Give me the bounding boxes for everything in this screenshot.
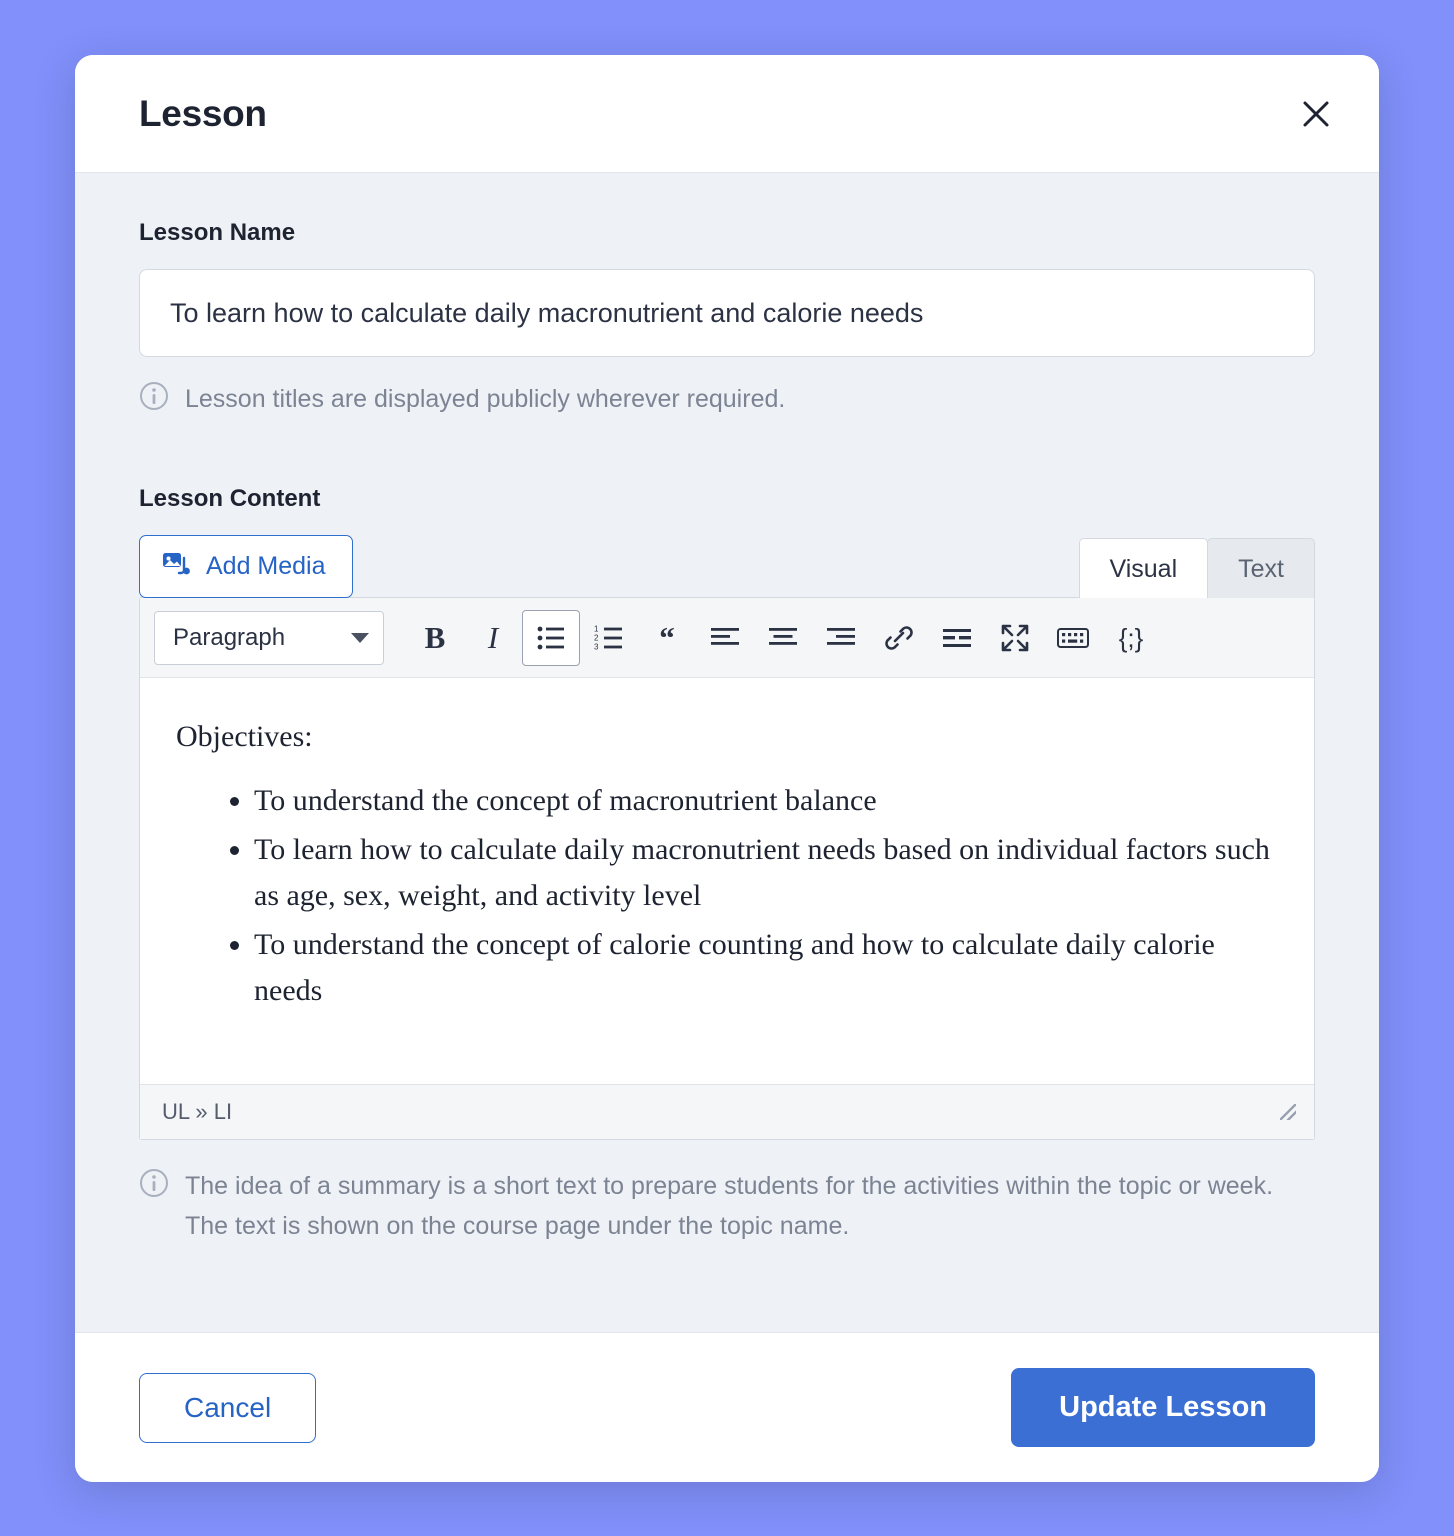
bold-button[interactable]: B	[424, 620, 446, 655]
tab-text[interactable]: Text	[1207, 538, 1315, 598]
info-icon	[139, 381, 169, 416]
lesson-name-label: Lesson Name	[139, 219, 296, 246]
info-icon	[139, 1168, 169, 1203]
tab-visual[interactable]: Visual	[1079, 538, 1209, 598]
close-icon[interactable]	[1293, 91, 1339, 137]
svg-text:1: 1	[594, 624, 599, 633]
keyboard-shortcuts-button[interactable]	[1044, 610, 1102, 666]
lesson-modal	[75, 55, 1379, 1482]
editor-mode-tabs	[1079, 538, 1316, 598]
chevron-down-icon	[351, 633, 369, 643]
lesson-name-helper	[139, 379, 1315, 419]
svg-text:2: 2	[594, 633, 599, 642]
list-item: • To understand the concept of calorie counting and how to calculate daily calorie needs	[254, 922, 1278, 1013]
editor-frame	[139, 597, 1315, 1140]
lesson-content-helper	[139, 1166, 1315, 1246]
format-select-value: Paragraph	[173, 623, 286, 651]
source-code-button[interactable]: {;}	[1118, 622, 1144, 653]
media-icon	[162, 550, 192, 583]
svg-text:3: 3	[594, 642, 599, 651]
read-more-button[interactable]	[928, 610, 986, 666]
align-right-button[interactable]	[812, 610, 870, 666]
page-title: Lesson	[139, 92, 267, 134]
modal-footer	[75, 1332, 1379, 1482]
add-media-label: Add Media	[206, 552, 326, 580]
align-center-button[interactable]	[754, 610, 812, 666]
numbered-list-button[interactable]	[580, 610, 638, 666]
italic-button[interactable]: I	[487, 620, 499, 655]
element-path: UL » LI	[162, 1099, 233, 1124]
modal-header	[75, 55, 1379, 173]
format-select[interactable]	[154, 611, 384, 665]
lesson-name-helper-text: Lesson titles are displayed publicly wherever required.	[185, 385, 786, 413]
blockquote-button[interactable]: “	[659, 620, 675, 655]
lesson-content-editor[interactable]	[140, 678, 1314, 1084]
align-left-button[interactable]	[696, 610, 754, 666]
add-media-button[interactable]	[139, 535, 353, 598]
list-item: • To understand the concept of macronutrient balance	[254, 778, 1278, 824]
modal-body	[75, 173, 1379, 1332]
editor-top-bar	[139, 535, 1315, 598]
lesson-content-section	[139, 485, 1315, 1246]
resize-handle[interactable]	[1280, 1104, 1296, 1120]
editor-intro-text: Objectives:	[176, 720, 313, 753]
bulleted-list-button[interactable]	[522, 610, 580, 666]
fullscreen-button[interactable]	[986, 610, 1044, 666]
editor-toolbar	[140, 598, 1314, 678]
insert-link-button[interactable]	[870, 610, 928, 666]
list-item: • To learn how to calculate daily macronutrient needs based on individual factors such as age, sex, weight, and activity level	[254, 827, 1278, 918]
editor-status-bar	[140, 1084, 1314, 1139]
update-lesson-button[interactable]: Update Lesson	[1011, 1368, 1315, 1447]
lesson-content-label: Lesson Content	[139, 485, 321, 512]
lesson-content-helper-text: The idea of a summary is a short text to prepare students for the activities within the topic or week. The text is shown on the course page under the topic name.	[185, 1172, 1274, 1240]
editor-bullet-list	[176, 778, 1278, 1014]
lesson-name-input[interactable]	[139, 269, 1315, 357]
cancel-button[interactable]: Cancel	[139, 1373, 316, 1443]
